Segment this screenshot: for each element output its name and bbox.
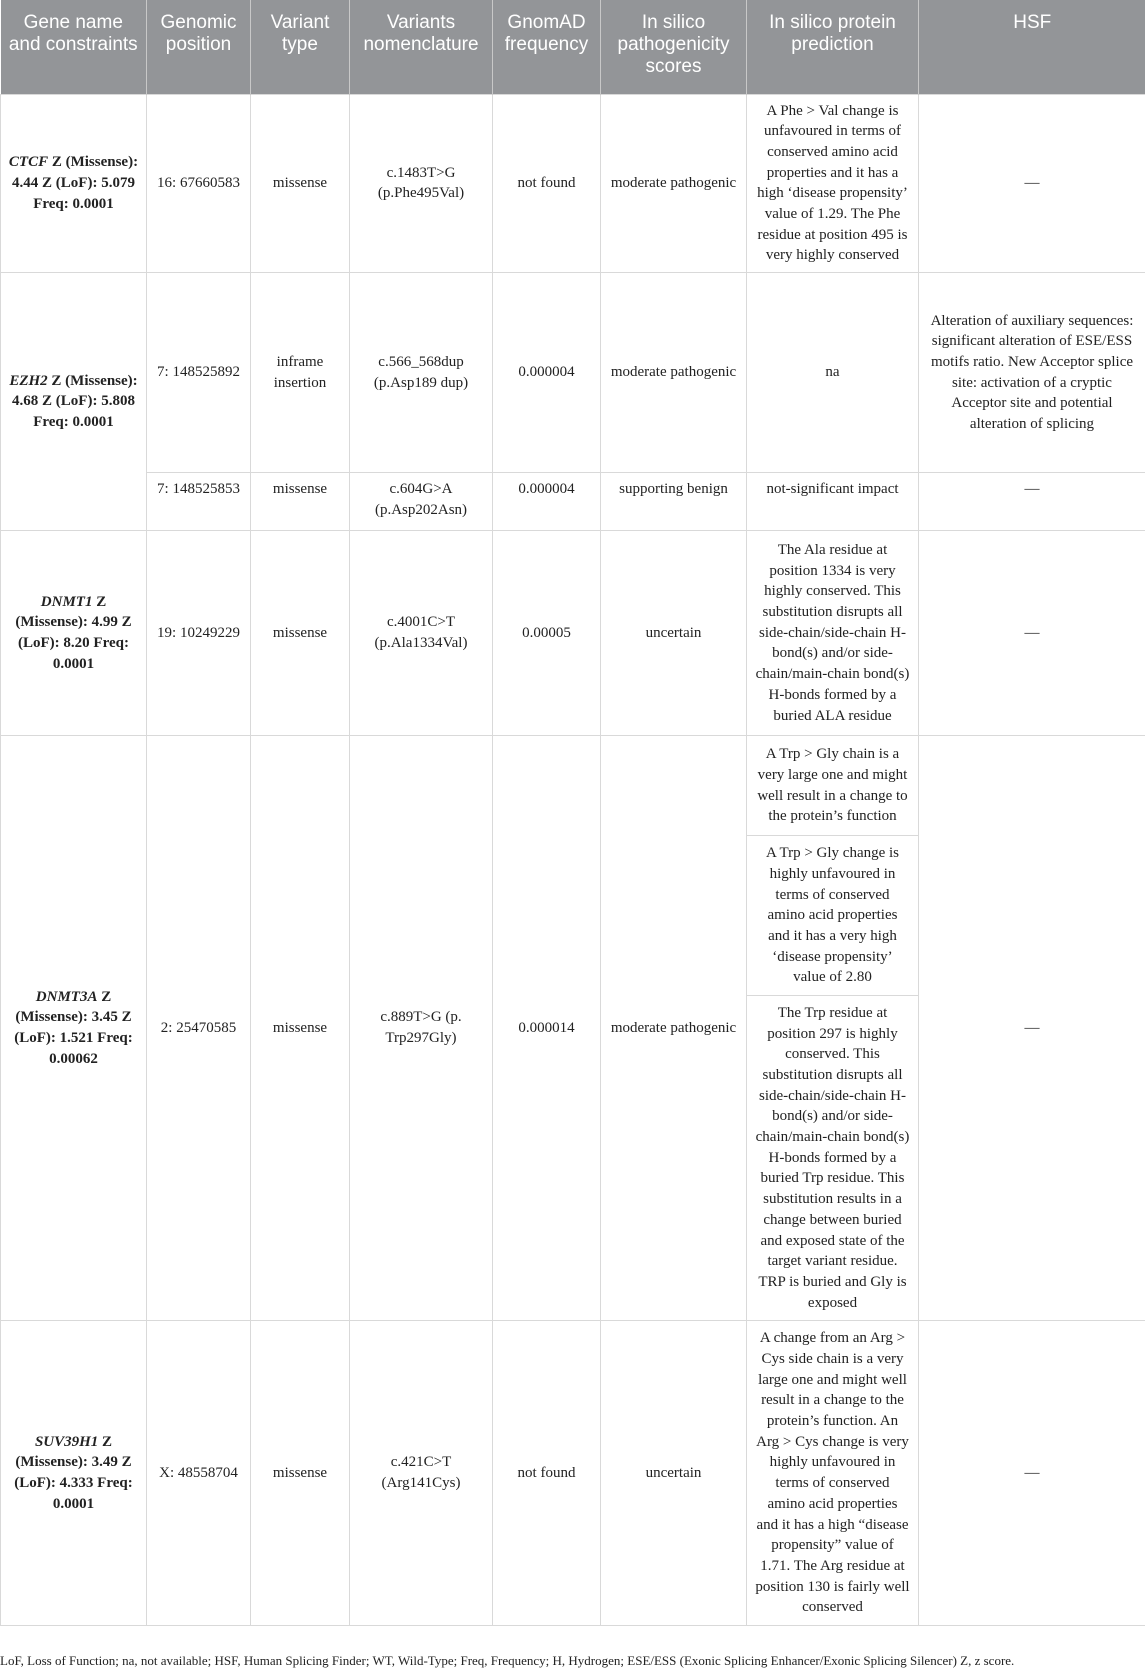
gene-constraints: Z (Missense): 4.44 Z (LoF): 5.079 Freq: 0.0001 [12,154,138,211]
protein-prediction-cell: The Ala residue at position 1334 is very highly conserved. This substitution disrupts all side-chain/side-chain H-bond(s) and/or side-chain/main-chain bond(s) H-bonds formed by a buried ALA residue [747,531,919,736]
gene-cell-dnmt3a [1,736,147,1321]
position-cell: 7: 148525853 [147,473,251,531]
col-header-nomenclature: Variants nomenclature [350,0,493,94]
type-cell: missense [251,531,350,736]
col-header-pathogenicity: In silico pathogenicity scores [601,0,747,94]
table-row-ezh2-2 [1,473,1145,531]
pathogenicity-cell: moderate pathogenic [601,94,747,273]
col-header-position: Genomic position [147,0,251,94]
position-cell: 16: 67660583 [147,94,251,273]
nomenclature-cell: c.1483T>G (p.Phe495Val) [350,94,493,273]
position-cell: X: 48558704 [147,1321,251,1626]
gene-constraints: Z (Missense): 4.68 Z (LoF): 5.808 Freq: 0.0001 [12,373,138,430]
table-row-dnmt1 [1,531,1145,736]
gene-name: DNMT1 [41,594,93,610]
type-cell: missense [251,736,350,1321]
pathogenicity-cell: moderate pathogenic [601,273,747,473]
pathogenicity-cell: uncertain [601,531,747,736]
gene-cell-ezh2 [1,273,147,531]
protein-prediction-cell-2: A Trp > Gly change is highly unfavoured in terms of conserved amino acid properties and it has a very high ‘disease propensity’ value of 2.80 [747,836,919,996]
hsf-cell: — [919,531,1145,736]
gene-cell-ctcf [1,94,147,273]
gnomad-cell: not found [493,1321,601,1626]
gnomad-cell: not found [493,94,601,273]
nomenclature-cell: c.421C>T (Arg141Cys) [350,1321,493,1626]
position-cell: 19: 10249229 [147,531,251,736]
gene-constraints: Z (Missense): 4.99 Z (LoF): 8.20 Freq: 0.0001 [15,594,131,672]
gnomad-cell: 0.00005 [493,531,601,736]
table-footnote: LoF, Loss of Function; na, not available; HSF, Human Splicing Finder; WT, Wild-Type; Freq, Frequency; H, Hydrogen; ESE/ESS (Exonic Splicing Enhancer/Exonic Splicing Silencer) Z, z score. [0,1653,1145,1669]
hsf-cell: Alteration of auxiliary sequences: significant alteration of ESE/ESS motifs ratio. New Acceptor splice site: activation of a cryptic Acceptor site and potential alteration of splicing [919,273,1145,473]
type-cell: missense [251,1321,350,1626]
hsf-cell: — [919,1321,1145,1626]
protein-prediction-cell: A Phe > Val change is unfavoured in terms of conserved amino acid properties and it has a high ‘disease propensity’ value of 1.29. The Phe residue at position 495 is very highly conserved [747,94,919,273]
hsf-cell: — [919,473,1145,531]
type-cell: missense [251,94,350,273]
col-header-gene: Gene name and constraints [1,0,147,94]
protein-prediction-cell: not-significant impact [747,473,919,531]
pathogenicity-cell: moderate pathogenic [601,736,747,1321]
position-cell: 7: 148525892 [147,273,251,473]
hsf-cell: — [919,94,1145,273]
gene-name: CTCF [9,154,48,170]
type-cell: missense [251,473,350,531]
protein-prediction-cell: A change from an Arg > Cys side chain is a very large one and might well result in a change to the protein’s function. An Arg > Cys change is very highly unfavoured in terms of conserved amino acid properties and it has a high “disease propensity” value of 1.71. The Arg residue at position 130 is fairly well conserved [747,1321,919,1626]
table-row-ctcf [1,94,1145,273]
col-header-hsf: HSF [919,0,1145,94]
protein-prediction-cell-3: The Trp residue at position 297 is highly conserved. This substitution disrupts all side-chain/side-chain H-bond(s) and/or side-chain/main-chain bond(s) H-bonds formed by a buried Trp residue. This substitution results in a change between buried and exposed state of the target variant residue. TRP is buried and Gly is exposed [747,996,919,1321]
gnomad-cell: 0.000004 [493,273,601,473]
hsf-cell: — [919,736,1145,1321]
nomenclature-cell: c.889T>G (p. Trp297Gly) [350,736,493,1321]
pathogenicity-cell: supporting benign [601,473,747,531]
gene-constraints: Z (Missense): 3.45 Z (LoF): 1.521 Freq: 0.00062 [14,989,132,1067]
gnomad-cell: 0.000004 [493,473,601,531]
gene-name: EZH2 [9,373,47,389]
type-cell: inframe insertion [251,273,350,473]
col-header-protein: In silico protein prediction [747,0,919,94]
gnomad-cell: 0.000014 [493,736,601,1321]
gene-name: SUV39H1 [35,1434,98,1450]
nomenclature-cell: c.566_568dup (p.Asp189 dup) [350,273,493,473]
col-header-type: Variant type [251,0,350,94]
header-row [1,0,1145,94]
protein-prediction-cell-1: A Trp > Gly chain is a very large one and might well result in a change to the protein’s function [747,736,919,836]
gene-cell-dnmt1 [1,531,147,736]
table-row-dnmt3a-1 [1,736,1145,836]
col-header-gnomad: GnomAD frequency [493,0,601,94]
nomenclature-cell: c.604G>A (p.Asp202Asn) [350,473,493,531]
table-row-ezh2-1 [1,273,1145,473]
pathogenicity-cell: uncertain [601,1321,747,1626]
gene-name: DNMT3A [36,989,98,1005]
nomenclature-cell: c.4001C>T (p.Ala1334Val) [350,531,493,736]
table-row-suv39h1 [1,1321,1145,1626]
gene-constraints: Z (Missense): 3.49 Z (LoF): 4.333 Freq: 0.0001 [14,1434,132,1512]
position-cell: 2: 25470585 [147,736,251,1321]
protein-prediction-cell: na [747,273,919,473]
gene-cell-suv39h1 [1,1321,147,1626]
